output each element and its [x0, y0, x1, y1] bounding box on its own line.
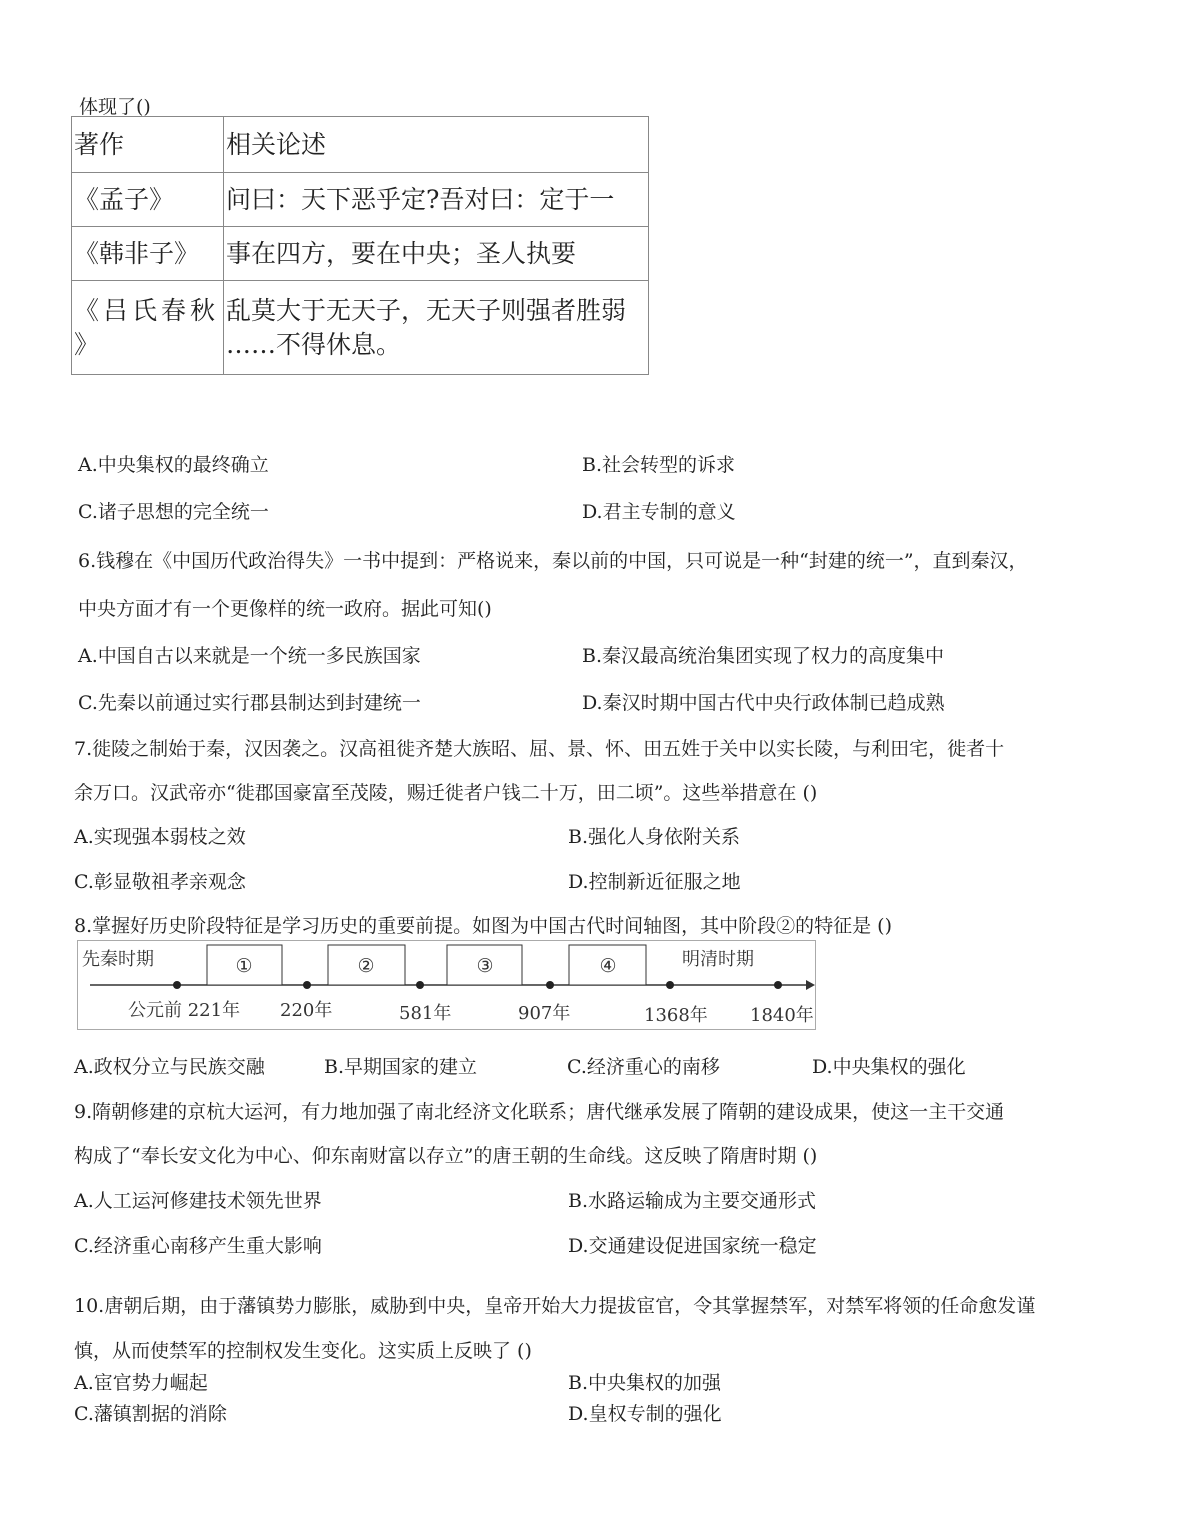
timeline-date-label: 220年: [280, 1000, 333, 1021]
q8-option-b[interactable]: B.早期国家的建立: [324, 1056, 478, 1078]
history-timeline: [77, 940, 816, 1030]
table-header-cell: 相关论述: [224, 117, 649, 173]
q7-option-a[interactable]: A.实现强本弱枝之效: [74, 826, 246, 848]
table-row: [72, 173, 649, 227]
works-table: [71, 116, 649, 375]
q7-option-b[interactable]: B.强化人身依附关系: [568, 826, 741, 848]
q6-option-c[interactable]: C.先秦以前通过实行郡县制达到封建统一: [78, 692, 421, 714]
q7-stem-line2: 余万口。汉武帝亦“徙郡国豪富至茂陵，赐迁徙者户钱二十万，田二顷”。这些举措意在 (): [74, 782, 818, 804]
q10-option-b[interactable]: B.中央集权的加强: [568, 1372, 722, 1394]
q9-option-d[interactable]: D.交通建设促进国家统一稳定: [568, 1235, 817, 1257]
q5-option-d[interactable]: D.君主专制的意义: [582, 501, 736, 523]
timeline-point: [416, 981, 424, 989]
q9-option-a[interactable]: A.人工运河修建技术领先世界: [74, 1190, 322, 1212]
q7-option-d[interactable]: D.控制新近征服之地: [568, 871, 741, 893]
table-header-cell: 著作: [72, 117, 224, 173]
q10-option-c[interactable]: C.藩镇割据的消除: [74, 1403, 227, 1425]
q8-option-c[interactable]: C.经济重心的南移: [567, 1056, 720, 1078]
stage-label: ②: [357, 955, 375, 977]
q10-stem-line2: 慎，从而使禁军的控制权发生变化。这实质上反映了 (): [74, 1340, 532, 1362]
table-cell-work: 《韩非子》: [72, 227, 224, 281]
q6-option-d[interactable]: D.秦汉时期中国古代中央行政体制已趋成熟: [582, 692, 945, 714]
q6-stem-line1: 6.钱穆在《中国历代政治得失》一书中提到：严格说来，秦以前的中国，只可说是一种“封建的统一”，直到秦汉，: [78, 550, 1028, 572]
cell-line: 》: [74, 329, 100, 359]
q9-option-b[interactable]: B.水路运输成为主要交通形式: [568, 1190, 817, 1212]
q10-stem-line1: 10.唐朝后期，由于藩镇势力膨胀，威胁到中央，皇帝开始大力提拔宦官，令其掌握禁军，对禁军将领的任命愈发谨: [74, 1295, 1036, 1317]
q8-option-d[interactable]: D.中央集权的强化: [812, 1056, 966, 1078]
q6-stem-line2: 中央方面才有一个更像样的统一政府。据此可知(): [78, 598, 492, 620]
arrow-head-icon: [806, 980, 815, 990]
table-row: [72, 281, 649, 375]
q5-option-b[interactable]: B.社会转型的诉求: [582, 454, 736, 476]
timeline-point: [546, 981, 554, 989]
q5-option-a[interactable]: A.中央集权的最终确立: [78, 454, 269, 476]
cell-line: 乱莫大于无天子，无天子则强者胜弱: [226, 295, 627, 325]
cell-line: ……不得休息。: [226, 329, 402, 359]
q10-option-d[interactable]: D.皇权专制的强化: [568, 1403, 722, 1425]
stage-label: ①: [235, 955, 253, 977]
timeline-date-label: 公元前 221年: [128, 1000, 241, 1021]
timeline-diagram: [78, 941, 815, 1029]
q6-option-a[interactable]: A.中国自古以来就是一个统一多民族国家: [78, 645, 421, 667]
q9-stem-line2: 构成了“奉长安文化为中心、仰东南财富以存立”的唐王朝的生命线。这反映了隋唐时期 (): [74, 1145, 818, 1167]
timeline-start-label: 先秦时期: [82, 949, 154, 970]
q10-option-a[interactable]: A.宦官势力崛起: [74, 1372, 208, 1394]
timeline-end-label: 明清时期: [682, 949, 754, 970]
stage-label: ③: [476, 955, 494, 977]
timeline-point: [666, 981, 674, 989]
table-row: [72, 227, 649, 281]
q9-stem-line1: 9.隋朝修建的京杭大运河，有力地加强了南北经济文化联系；唐代继承发展了隋朝的建设成果，使这一主干交通: [74, 1101, 1005, 1123]
timeline-date-label: 1840年: [750, 1005, 814, 1026]
timeline-date-label: 907年: [518, 1003, 571, 1024]
table-cell-quote: [224, 281, 649, 375]
q5-stem-tail: 体现了(): [79, 96, 151, 118]
q5-option-c[interactable]: C.诸子思想的完全统一: [78, 501, 269, 523]
q8-stem-line1: 8.掌握好历史阶段特征是学习历史的重要前提。如图为中国古代时间轴图，其中阶段②的特征是 (): [74, 915, 892, 937]
stage-label: ④: [599, 955, 617, 977]
table-cell-work: 《孟子》: [72, 173, 224, 227]
table-cell-quote: 事在四方，要在中央；圣人执要: [224, 227, 649, 281]
q8-option-a[interactable]: A.政权分立与民族交融: [74, 1056, 265, 1078]
q7-option-c[interactable]: C.彰显敬祖孝亲观念: [74, 871, 246, 893]
timeline-date-label: 1368年: [644, 1005, 708, 1026]
table-header-row: [72, 117, 649, 173]
q9-option-c[interactable]: C.经济重心南移产生重大影响: [74, 1235, 322, 1257]
cell-line: 《吕氏春秋: [74, 295, 220, 325]
timeline-point: [173, 981, 181, 989]
timeline-point: [774, 981, 782, 989]
table-cell-quote: 问曰：天下恶乎定?吾对曰：定于一: [224, 173, 649, 227]
table-cell-work: [72, 281, 224, 375]
timeline-point: [303, 981, 311, 989]
timeline-date-label: 581年: [399, 1003, 452, 1024]
q6-option-b[interactable]: B.秦汉最高统治集团实现了权力的高度集中: [582, 645, 945, 667]
q7-stem-line1: 7.徙陵之制始于秦，汉因袭之。汉高祖徙齐楚大族昭、屈、景、怀、田五姓于关中以实长陵，与利田宅，徙者十: [74, 738, 1005, 760]
